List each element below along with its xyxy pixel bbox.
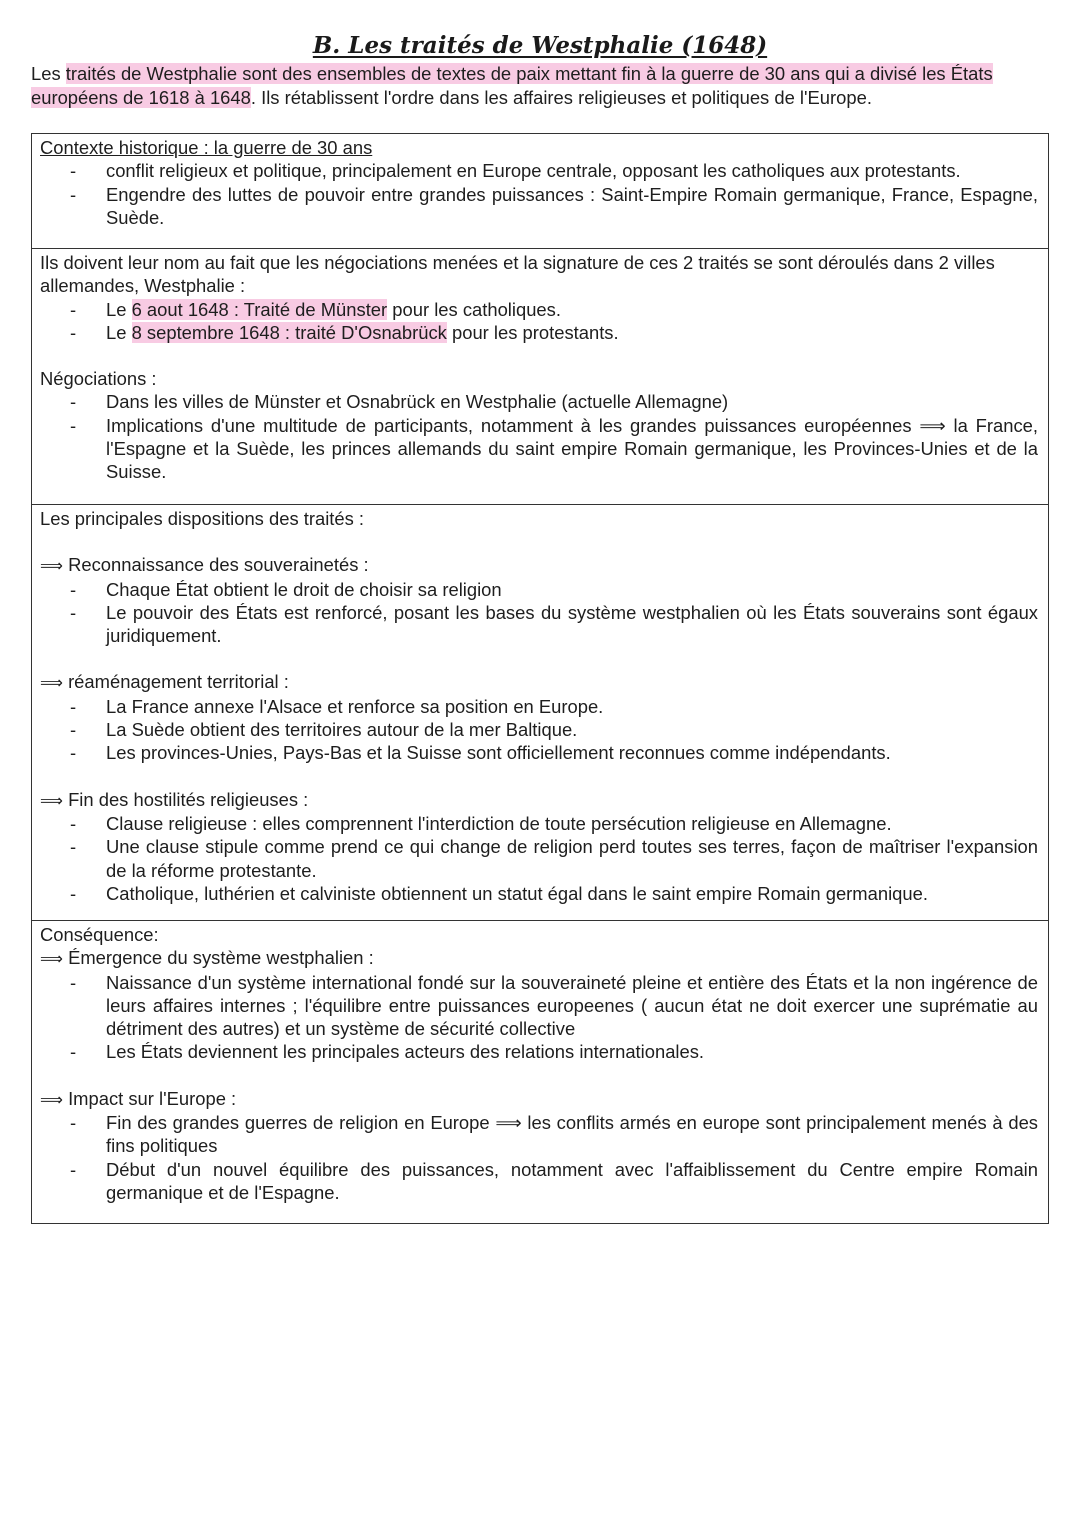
treaty-list [40,298,1038,345]
list-item: - Début d'un nouvel équilibre des puissances, notamment avec l'affaiblissement du Centre empire Romain germanique et de l'Espagne. [40,1158,1038,1205]
list-item: - Le pouvoir des États est renforcé, posant les bases du système westphalien où les États souverains sont égaux juridiquement. [40,601,1038,648]
treaty-pre: Le [106,298,132,320]
section-title: B. Les traités de Westphalie (1648) [312,32,768,59]
contexte-heading: Contexte historique : la guerre de 30 ans [40,137,373,158]
religieuses-list [40,812,1038,905]
arrow-icon: ⟹ [40,1089,63,1109]
arrow-icon: ⟹ [40,949,63,969]
arrow-icon: ⟹ [40,673,63,693]
treaty-pre: Le [106,321,132,343]
group-heading-text: réaménagement territorial : [68,671,289,693]
intro-highlight: traités de Westphalie sont des ensembles de textes de paix mettant fin à la guerre de 30 ans qui a divisé les États européens de 1618 à 1648 [31,63,993,108]
list-item: - Les provinces-Unies, Pays-Bas et la Suisse sont officiellement reconnues comme indépendants. [40,741,1038,764]
treaty-highlight: 6 aout 1648 : Traité de Münster [131,298,388,320]
list-item: - Fin des grandes guerres de religion en Europe ⟹ les conflits armés en europe sont principalement menés à des fins politiques [40,1111,1038,1158]
list-item: - Catholique, luthérien et calviniste obtiennent un statut égal dans le saint empire Romain germanique. [40,882,1038,905]
systeme-list [40,971,1038,1064]
intro-paragraph [31,62,1051,110]
intro-lead: Les [31,63,66,84]
list-item: - Engendre des luttes de pouvoir entre grandes puissances : Saint-Empire Romain germanique, France, Espagne, Suède. [40,183,1038,230]
treaty-post: pour les protestants. [446,321,619,343]
group-heading-text: Fin des hostilités religieuses : [68,788,309,810]
group-heading [40,1087,1038,1111]
group-heading-text: Impact sur l'Europe : [68,1087,237,1109]
list-item: - Les États deviennent les principales acteurs des relations internationales. [40,1040,1038,1063]
group-heading [40,553,1038,577]
dispositions-heading: Les principales dispositions des traités : [40,508,365,529]
dispositions-box [31,505,1049,921]
nom-text: Ils doivent leur nom au fait que les négociations menées et la signature de ces 2 traités se sont déroulés dans 2 villes allemandes, Westphalie : [40,252,995,297]
consequence-heading: Conséquence: [40,924,159,945]
list-item: - Une clause stipule comme prend ce qui change de religion perd toutes ses terres, façon de maîtriser l'expansion de la réforme protestante. [40,835,1038,882]
list-item: - conflit religieux et politique, principalement en Europe centrale, opposant les catholiques aux protestants. [40,159,1038,182]
nom-box [31,249,1049,505]
negociations-heading: Négociations : [40,368,157,390]
group-heading [40,946,1038,970]
group-heading-text: Reconnaissance des souverainetés : [68,554,369,576]
group-heading [40,670,1038,694]
treaty-item [40,321,1038,344]
consequence-box [31,921,1049,1224]
list-item: - Naissance d'un système international fondé sur la souveraineté pleine et entière des États et la non ingérence de leurs affaires internes ; l'équilibre entre puissances europeenes ( aucun état ne doit exercer une suprématie au détriment des autres) et un système de sécurité collective [40,971,1038,1041]
contexte-box [31,133,1049,249]
group-heading [40,788,1038,812]
territorial-list [40,695,1038,765]
list-item: - Clause religieuse : elles comprennent l'interdiction de toute persécution religieuse en Allemagne. [40,812,1038,835]
souverainetes-list [40,578,1038,648]
treaty-highlight: 8 septembre 1648 : traité D'Osnabrück [131,321,447,343]
list-item: - Dans les villes de Münster et Osnabrück en Westphalie (actuelle Allemagne) [40,390,1038,413]
intro-tail: . Ils rétablissent l'ordre dans les affaires religieuses et politiques de l'Europe. [250,87,872,108]
group-heading-text: Émergence du système westphalien : [68,947,374,969]
contexte-list [40,159,1038,229]
treaty-post: pour les catholiques. [387,298,561,320]
list-item: - La Suède obtient des territoires autour de la mer Baltique. [40,718,1038,741]
arrow-icon: ⟹ [40,556,63,576]
negociations-list [40,390,1038,483]
impact-list [40,1111,1038,1204]
arrow-icon: ⟹ [40,790,63,810]
list-item: - La France annexe l'Alsace et renforce sa position en Europe. [40,695,1038,718]
list-item: - Implications d'une multitude de participants, notamment à les grandes puissances européennes ⟹ la France, l'Espagne et la Suède, les princes allemands du saint empire Romain germanique, les Provinces-Unies et de la Suisse. [40,414,1038,484]
list-item: - Chaque État obtient le droit de choisir sa religion [40,578,1038,601]
treaty-item [40,298,1038,321]
